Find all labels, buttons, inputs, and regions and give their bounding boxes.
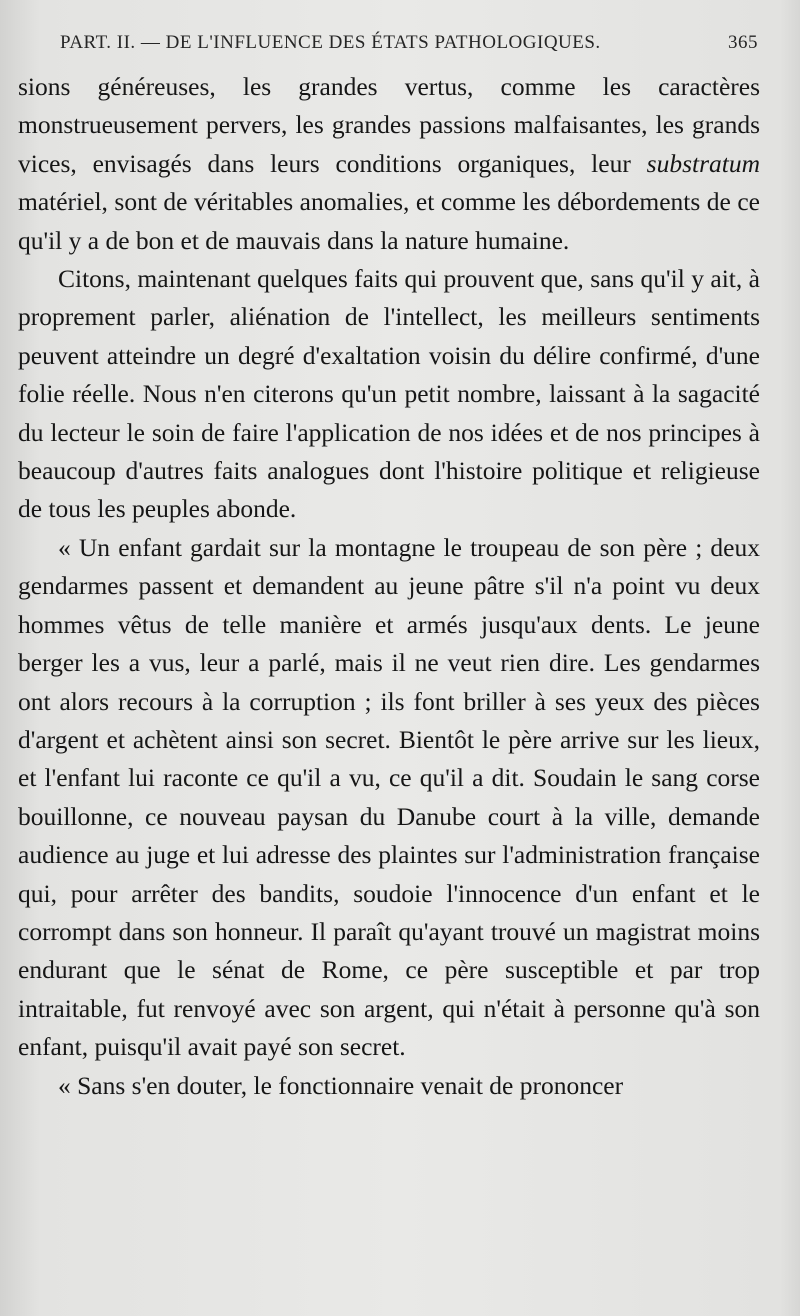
paragraph-continuation bbox=[18, 68, 760, 260]
paragraph-quote-sans: « Sans s'en douter, le fonctionnaire venait de prononcer bbox=[58, 1070, 624, 1100]
paragraph-citons: Citons, maintenant quelques faits qui prouvent que, sans qu'il y ait, à proprement parler, aliénation de l'intellect, les meilleurs sentiments peuvent atteindre un degré d'exaltation voisin du délire confirmé, d'une folie réelle. Nous n'en citerons qu'un petit nombre, laissant à la sagacité du lecteur le soin de faire l'application de nos idées et de nos principes à beaucoup d'autres faits analogues dont l'histoire politique et religieuse de tous les peuples abonde. bbox=[18, 264, 760, 524]
page-number: 365 bbox=[728, 32, 758, 53]
running-head bbox=[60, 32, 760, 68]
italic-term: substratum bbox=[646, 148, 760, 178]
paragraph-quote-enfant: « Un enfant gardait sur la montagne le troupeau de son père ; deux gendarmes passent et demandent au jeune pâtre s'il n'a point vu deux hommes vêtus de telle manière et armés jusqu'aux dents. Le jeune berger les a vus, leur a parlé, mais il ne veut rien dire. Les gendarmes ont alors recours à la corruption ; ils font briller à ses yeux des pièces d'argent et achètent ainsi son secret. Bientôt le père arrive sur les lieux, et l'enfant lui raconte ce qu'il a vu, ce qu'il a dit. Soudain le sang corse bouillonne, ce nouveau paysan du Danube court à la ville, demande audience au juge et lui adresse des plaintes sur l'administration française qui, pour arrêter des bandits, soudoie l'innocence d'un enfant et le corrompt dans son honneur. Il paraît qu'ayant trouvé un magistrat moins endurant que le sénat de Rome, ce père susceptible et par trop intraitable, fut renvoyé avec son argent, qui n'était à personne qu'à son enfant, puisqu'il avait payé son secret. bbox=[18, 532, 760, 1062]
running-head-title: PART. II. — DE L'INFLUENCE DES ÉTATS PATHOLOGIQUES. bbox=[60, 32, 601, 53]
paragraph-text-before-italic: sions généreuses, les grandes vertus, comme les caractères monstrueusement pervers, les grandes passions malfaisantes, les grands vices, envisagés dans leurs conditions organiques, leur bbox=[18, 72, 760, 178]
paragraph-text-after-italic: matériel, sont de véritables anomalies, et comme les débordements de ce qu'il y a de bon et de mauvais dans la nature humaine. bbox=[18, 187, 760, 255]
body-text bbox=[18, 68, 760, 1105]
